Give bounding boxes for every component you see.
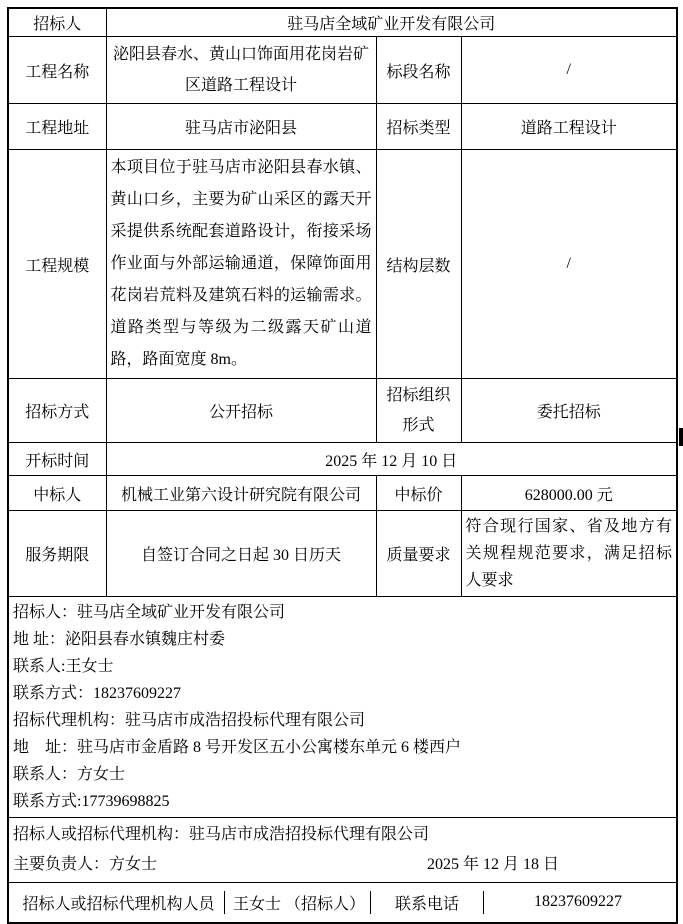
contact-agency-phone: 联系方式:17739698825 (13, 793, 170, 811)
agency-responsible-person: 主要负责人：方女士 (13, 856, 158, 874)
row-bid-method (8, 379, 677, 443)
row-bidder (8, 8, 677, 37)
project-scale-value: 本项目位于驻马店市泌阳县春水镇、黄山口乡，主要为矿山采区的露天开采提供系统配套道路设计，衔接采场作业面与外部运输通道，保障饰面用花岗岩荒料及建筑石料的运输需求。道路类型与等级为二级露天矿山道路，路面宽度 8m。 (106, 150, 376, 379)
contact-agency-person: 联系人：方女士 (13, 766, 126, 784)
bid-type-value: 道路工程设计 (461, 104, 677, 150)
agency-responsible-line (13, 850, 672, 880)
project-name-label: 工程名称 (8, 37, 106, 104)
footer-phone-value: 18237609227 (534, 893, 622, 911)
winner-value: 机械工业第六设计研究院有限公司 (106, 476, 376, 511)
winner-label: 中标人 (8, 476, 106, 511)
bid-organization-form-value: 委托招标 (461, 379, 677, 443)
structure-layers-value: / (461, 150, 677, 379)
contact-bidder-person: 联系人:王女士 (13, 658, 114, 676)
project-scale-label: 工程规模 (8, 150, 106, 379)
bidder-value: 驻马店全域矿业开发有限公司 (106, 8, 677, 37)
footer-flex (13, 891, 672, 914)
project-address-value: 驻马店市泌阳县 (106, 104, 376, 150)
row-project-scale (8, 150, 677, 379)
contact-agency-line: 招标代理机构：驻马店市成浩招投标代理有限公司 (13, 712, 366, 730)
footer-staff-person: 王女士 （招标人） (225, 891, 371, 914)
tender-info-table (7, 7, 678, 924)
contact-bidder-phone: 联系方式：18237609227 (13, 685, 182, 703)
project-address-label: 工程地址 (8, 104, 106, 150)
quality-requirement-label: 质量要求 (376, 511, 461, 597)
project-name-value: 泌阳县春水、黄山口饰面用花岗岩矿区道路工程设计 (106, 37, 376, 104)
section-name-label: 标段名称 (376, 37, 461, 104)
service-period-label: 服务期限 (8, 511, 106, 597)
structure-layers-label: 结构层数 (376, 150, 461, 379)
open-time-value: 2025 年 12 月 10 日 (106, 443, 677, 476)
agency-block (8, 818, 677, 883)
row-contact-block (8, 597, 677, 818)
footer-phone-label: 联系电话 (371, 891, 484, 914)
open-time-label: 开标时间 (8, 443, 106, 476)
contact-bidder-address: 地 址：泌阳县春水镇魏庄村委 (13, 631, 226, 649)
bid-organization-form-label: 招标组织形式 (376, 379, 461, 443)
row-winner (8, 476, 677, 511)
row-agency-block (8, 818, 677, 883)
quality-requirement-value: 符合现行国家、省及地方有关规程规范要求，满足招标人要求 (461, 511, 677, 597)
bid-type-label: 招标类型 (376, 104, 461, 150)
contact-agency-address: 地 址：驻马店市金盾路 8 号开发区五小公寓楼东单元 6 楼西户 (13, 739, 462, 757)
row-project-address (8, 104, 677, 150)
row-open-time (8, 443, 677, 476)
row-footer (8, 883, 677, 923)
text-cursor-artifact (679, 428, 683, 446)
section-name-value: / (461, 37, 677, 104)
bidder-label: 招标人 (8, 8, 106, 37)
contact-bidder-line: 招标人：驻马店全域矿业开发有限公司 (13, 604, 286, 622)
row-service-period (8, 511, 677, 597)
footer-staff-label: 招标人或招标代理机构人员 (13, 891, 225, 914)
service-period-value: 自签订合同之日起 30 日历天 (106, 511, 376, 597)
bid-method-label: 招标方式 (8, 379, 106, 443)
row-project-name (8, 37, 677, 104)
footer-row (8, 883, 677, 923)
agency-name-line: 招标人或招标代理机构：驻马店市成浩招投标代理有限公司 (13, 826, 430, 844)
contact-block (8, 597, 677, 818)
agency-date: 2025 年 12 月 18 日 (427, 856, 560, 874)
bid-method-value: 公开招标 (106, 379, 376, 443)
winning-price-value: 628000.00 元 (461, 476, 677, 511)
winning-price-label: 中标价 (376, 476, 461, 511)
